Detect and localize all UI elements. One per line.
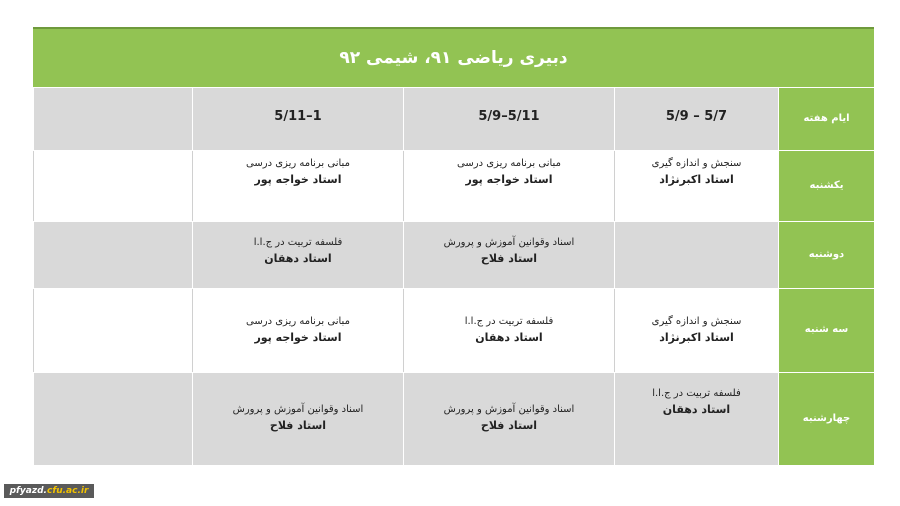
- teacher-name: استاد خواجه پور: [465, 172, 553, 186]
- schedule-cell: [615, 289, 779, 373]
- teacher-name: استاد فلاح: [269, 418, 327, 432]
- timetable: [33, 87, 875, 466]
- schedule-cell: [193, 151, 404, 222]
- schedule-cell-empty: [615, 222, 779, 289]
- schedule-cell: [404, 289, 615, 373]
- table-row: [34, 373, 875, 466]
- logo-prefix: pfyazd.: [9, 486, 47, 496]
- date-header: 5/11–1: [193, 88, 404, 151]
- teacher-name: استاد اکبرنژاد: [659, 172, 734, 186]
- date-header: 5/9–5/11: [404, 88, 615, 151]
- day-label: دوشنبه: [779, 222, 875, 289]
- day-label: چهارشنبه: [779, 373, 875, 466]
- schedule-cell: [193, 222, 404, 289]
- site-logo[interactable]: [4, 484, 94, 498]
- teacher-name: استاد خواجه پور: [254, 172, 342, 186]
- course-name: اسناد وقوانین آموزش و پرورش: [232, 404, 364, 415]
- course-name: سنجش و اندازه گیری: [651, 158, 742, 169]
- header-row: [34, 88, 875, 151]
- course-name: مبانی برنامه ریزی درسی: [457, 158, 561, 169]
- teacher-name: استاد فلاح: [480, 251, 538, 265]
- teacher-name: استاد دهقان: [475, 330, 543, 344]
- schedule-cell: [615, 151, 779, 222]
- schedule-cell: [404, 373, 615, 466]
- schedule-cell: [193, 373, 404, 466]
- days-header: ایام هفته: [779, 88, 875, 151]
- page-title: دبیری ریاضی ۹۱، شیمی ۹۲: [33, 27, 874, 89]
- logo-accent: cfu.ac.ir: [46, 486, 89, 496]
- course-name: مبانی برنامه ریزی درسی: [246, 316, 350, 327]
- date-header: 5/9 – 5/7: [615, 88, 779, 151]
- course-name: سنجش و اندازه گیری: [651, 316, 742, 327]
- schedule-cell-empty: [34, 289, 193, 373]
- teacher-name: استاد خواجه پور: [254, 330, 342, 344]
- table-row: [34, 151, 875, 222]
- schedule-cell: [193, 289, 404, 373]
- course-name: اسناد وقوانین آموزش و پرورش: [443, 237, 575, 248]
- course-name: فلسفه تربیت در ج.ا.ا: [464, 316, 554, 327]
- teacher-name: استاد دهقان: [264, 251, 332, 265]
- schedule-cell: [615, 373, 779, 466]
- teacher-name: استاد فلاح: [480, 418, 538, 432]
- course-name: فلسفه تربیت در ج.ا.ا: [253, 237, 343, 248]
- table-row: [34, 289, 875, 373]
- date-header-empty: [34, 88, 193, 151]
- course-name: فلسفه تربیت در ج.ا.ا: [652, 388, 741, 399]
- schedule-cell-empty: [34, 222, 193, 289]
- day-label: سه شنبه: [779, 289, 875, 373]
- schedule-cell: [404, 151, 615, 222]
- schedule-cell: [404, 222, 615, 289]
- schedule-cell-empty: [34, 373, 193, 466]
- course-name: مبانی برنامه ریزی درسی: [246, 158, 350, 169]
- course-name: اسناد وقوانین آموزش و پرورش: [443, 404, 575, 415]
- teacher-name: استاد اکبرنژاد: [659, 330, 734, 344]
- table-row: [34, 222, 875, 289]
- day-label: یکشنبه: [779, 151, 875, 222]
- schedule-cell-empty: [34, 151, 193, 222]
- teacher-name: استاد دهقان: [662, 402, 731, 416]
